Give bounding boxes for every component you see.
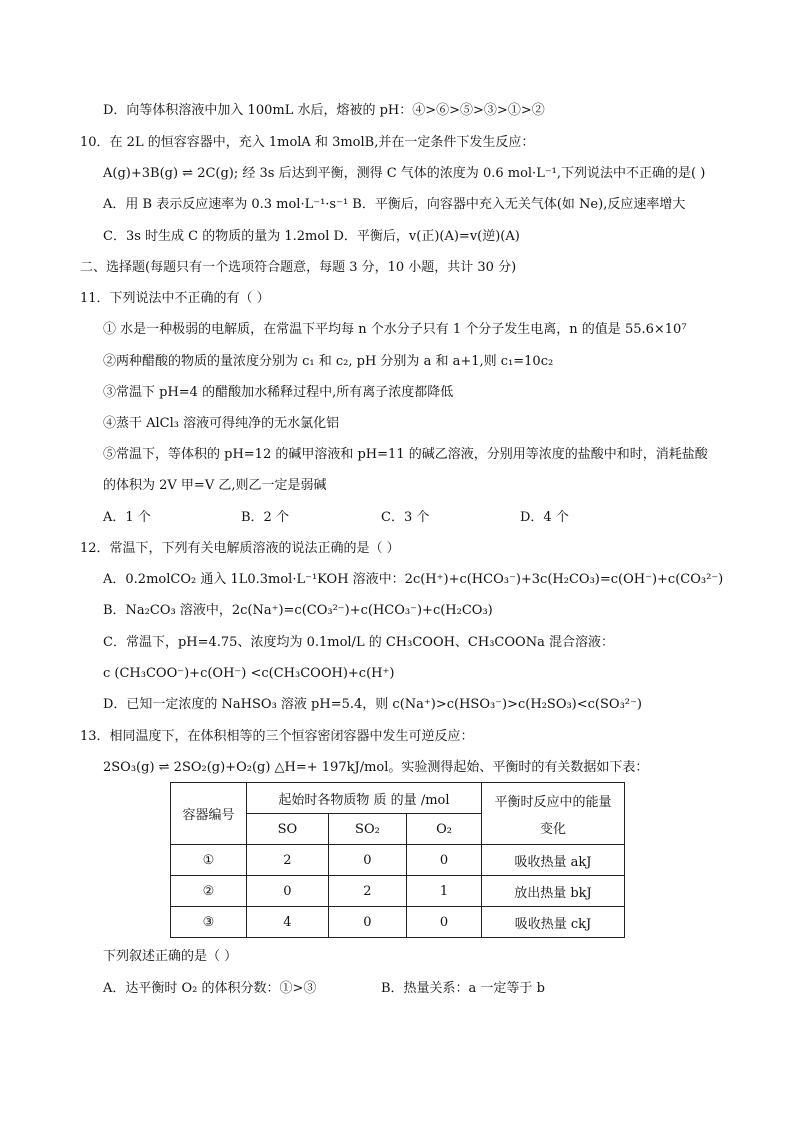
row-id: ③ xyxy=(171,907,247,938)
q13-reaction: 2SO₃(g) ⇌ 2SO₂(g)+O₂(g) △H=+ 197kJ/mol。实验测得起始、平衡时的有关数据如下表： xyxy=(103,760,649,775)
q11-statement-2: ②两种醋酸的物质的量浓度分别为 c₁ 和 c₂, pH 分别为 a 和 a+1,则 c₁=10c₂ xyxy=(103,354,554,369)
table-row xyxy=(171,876,625,907)
experiment-table xyxy=(170,782,625,938)
row-id: ① xyxy=(171,845,247,876)
q11-statement-4: ④蒸干 AlCl₃ 溶液可得纯净的无水氯化铝 xyxy=(103,416,340,431)
q12-option-a: A．0.2molCO₂ 通入 1L0.3mol·L⁻¹KOH 溶液中：2c(H⁺)+c(HCO₃⁻)+3c(H₂CO₃)=c(OH⁻)+c(CO₃²⁻) xyxy=(103,572,724,587)
header-container-id: 容器编号 xyxy=(171,783,247,845)
row-o2: 0 xyxy=(407,907,482,938)
q11-statement-1: ① 水是一种极弱的电解质，在常温下平均每 n 个水分子只有 1 个分子发生电离，n 的值是 55.6×10⁷ xyxy=(103,322,687,337)
row-energy: 放出热量 bkJ xyxy=(482,876,625,907)
row-energy: 吸收热量 akJ xyxy=(482,845,625,876)
q12-stem: 12．常温下，下列有关电解质溶液的说法正确的是（ ） xyxy=(80,541,400,556)
q10-reaction: A(g)+3B(g) ⇌ 2C(g); 经 3s 后达到平衡，测得 C 气体的浓度为 0.6 mol·L⁻¹,下列说法中不正确的是( ) xyxy=(103,166,706,181)
header-energy-change xyxy=(482,783,625,845)
q10-options-cd: C．3s 时生成 C 的物质的量为 1.2mol D．平衡后，v(正)(A)=v(逆)(A) xyxy=(103,229,520,244)
row-id: ② xyxy=(171,876,247,907)
row-so: 0 xyxy=(246,876,328,907)
q11-option-a: A．1 个 xyxy=(103,510,151,525)
row-so: 2 xyxy=(246,845,328,876)
q11-option-c: C．3 个 xyxy=(381,510,430,525)
section-heading: 二、选择题(每题只有一个选项符合题意，每题 3 分，10 小题，共计 30 分) xyxy=(80,260,517,275)
table-row xyxy=(171,907,625,938)
row-so2: 0 xyxy=(328,907,406,938)
row-energy: 吸收热量 ckJ xyxy=(482,907,625,938)
q11-statement-5-cont: 的体积为 2V 甲=V 乙,则乙一定是弱碱 xyxy=(103,478,327,493)
q10-options-ab: A．用 B 表示反应速率为 0.3 mol·L⁻¹·s⁻¹ B．平衡后，向容器中充入无关气体(如 Ne),反应速率增大 xyxy=(103,197,686,212)
q12-option-b: B．Na₂CO₃ 溶液中，2c(Na⁺)=c(CO₃²⁻)+c(HCO₃⁻)+c(H₂CO₃) xyxy=(103,603,493,618)
q11-option-b: B．2 个 xyxy=(241,510,289,525)
q12-option-c: C．常温下，pH=4.75、浓度均为 0.1mol/L 的 CH₃COOH、CH₃COONa 混合溶液： xyxy=(103,635,614,650)
q10-stem: 10．在 2L 的恒容容器中，充入 1molA 和 3molB,并在一定条件下发生反应： xyxy=(80,135,535,150)
row-o2: 1 xyxy=(407,876,482,907)
q11-statement-3: ③常温下 pH=4 的醋酸加水稀释过程中,所有离子浓度都降低 xyxy=(103,385,454,400)
q11-option-d: D．4 个 xyxy=(520,510,569,525)
row-o2: 0 xyxy=(407,845,482,876)
header-energy-line-1: 平衡时反应中的能量 xyxy=(494,794,612,810)
row-so: 4 xyxy=(246,907,328,938)
q9-option-d: D．向等体积溶液中加入 100mL 水后，熔被的 pH：④>⑥>⑤>③>①>② xyxy=(103,103,545,118)
q13-question: 下列叙述正确的是（ ） xyxy=(103,949,238,964)
q13-option-a: A．达平衡时 O₂ 的体积分数：①>③ xyxy=(103,981,317,996)
q13-stem: 13．相同温度下，在体积相等的三个恒容密闭容器中发生可逆反应： xyxy=(80,729,474,744)
row-so2: 2 xyxy=(328,876,406,907)
table-row xyxy=(171,845,625,876)
q11-statement-5: ⑤常温下，等体积的 pH=12 的碱甲溶液和 pH=11 的碱乙溶液，分别用等浓度的盐酸中和时，消耗盐酸 xyxy=(103,447,708,462)
header-initial-amounts: 起始时各物质物 质 的量 /mol xyxy=(246,783,481,814)
q12-option-c-cont: c (CH₃COO⁻)+c(OH⁻) <c(CH₃COOH)+c(H⁺) xyxy=(103,666,395,681)
q12-option-d: D．已知一定浓度的 NaHSO₃ 溶液 pH=5.4，则 c(Na⁺)>c(HSO₃⁻)>c(H₂SO₃)<c(SO₃²⁻) xyxy=(103,697,642,712)
header-energy-line-2: 变化 xyxy=(539,821,566,837)
col-so: SO xyxy=(246,814,328,845)
q11-stem: 11．下列说法中不正确的有（ ） xyxy=(80,291,270,306)
row-so2: 0 xyxy=(328,845,406,876)
col-o2: O₂ xyxy=(407,814,482,845)
q13-option-b: B．热量关系：a 一定等于 b xyxy=(381,981,545,996)
col-so2: SO₂ xyxy=(328,814,406,845)
